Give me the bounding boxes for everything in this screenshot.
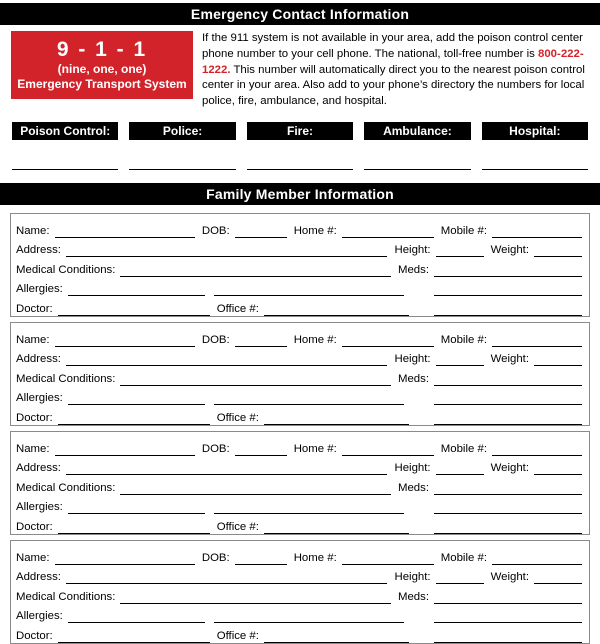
doctor-blank-line — [58, 532, 210, 534]
name-label: Name: — [16, 333, 50, 346]
mobile-phone-label: Mobile #: — [440, 442, 487, 455]
poison-control-blank-line — [12, 168, 118, 170]
member-block — [10, 431, 590, 535]
member-row-doctor-office — [16, 623, 582, 643]
ambulance-blank-line — [364, 168, 470, 170]
member-row-address-height-weight — [16, 238, 582, 258]
name-label: Name: — [16, 224, 50, 237]
contact-label-police: Police: — [129, 122, 235, 140]
office-phone-blank-line — [264, 423, 409, 425]
member-row-address-height-weight — [16, 456, 582, 476]
height-label: Height: — [394, 571, 431, 584]
meds-label: Meds: — [397, 372, 429, 385]
member-row-name-dob-phones — [16, 327, 582, 347]
mobile-phone-label: Mobile #: — [440, 551, 487, 564]
home-phone-label: Home #: — [293, 333, 337, 346]
member-row-medical-meds — [16, 475, 582, 495]
member-row-name-dob-phones — [16, 218, 582, 238]
home-phone-label: Home #: — [293, 442, 337, 455]
dob-label: DOB: — [201, 551, 230, 564]
member-row-doctor-office — [16, 296, 582, 316]
poison-control-paragraph — [202, 31, 594, 110]
family-member-header-bar: Family Member Information — [0, 183, 600, 205]
member-row-name-dob-phones — [16, 436, 582, 456]
meds-continuation-line-2 — [434, 532, 582, 534]
member-row-medical-meds — [16, 366, 582, 386]
medical-conditions-label: Medical Conditions: — [16, 372, 116, 385]
address-label: Address: — [16, 571, 61, 584]
doctor-label: Doctor: — [16, 629, 53, 642]
transport-system-label: Emergency Transport System — [17, 77, 187, 91]
contact-labels-row — [0, 122, 600, 140]
member-row-address-height-weight — [16, 565, 582, 585]
member-row-doctor-office — [16, 405, 582, 425]
member-row-allergies — [16, 386, 582, 406]
height-label: Height: — [394, 462, 431, 475]
medical-conditions-label: Medical Conditions: — [16, 481, 116, 494]
weight-label: Weight: — [490, 571, 529, 584]
meds-label: Meds: — [397, 590, 429, 603]
address-label: Address: — [16, 462, 61, 475]
paragraph-text-before: If the 911 system is not available in your area, add the poison control center phone number to your cell phone. The national, toll-free number is — [202, 32, 583, 60]
paragraph-text-after: This number will automatically direct you to the nearest poison control center in your area. Also add to your phone’s directory the numbers for local police, fire, ambulance, and hospital. — [202, 63, 585, 108]
mobile-phone-label: Mobile #: — [440, 224, 487, 237]
office-phone-blank-line — [264, 532, 409, 534]
intro-section — [11, 31, 595, 110]
family-member-blocks — [0, 205, 600, 644]
doctor-blank-line — [58, 314, 210, 316]
office-phone-label: Office #: — [216, 629, 259, 642]
meds-continuation-line-2 — [434, 641, 582, 643]
office-phone-label: Office #: — [216, 302, 259, 315]
meds-label: Meds: — [397, 263, 429, 276]
nine-one-one-box — [11, 31, 193, 99]
member-row-allergies — [16, 495, 582, 515]
medical-conditions-label: Medical Conditions: — [16, 590, 116, 603]
contact-label-fire: Fire: — [247, 122, 353, 140]
allergies-label: Allergies: — [16, 283, 63, 296]
doctor-blank-line — [58, 641, 210, 643]
nine-one-one-words: (nine, one, one) — [57, 62, 147, 76]
member-row-medical-meds — [16, 584, 582, 604]
doctor-blank-line — [58, 423, 210, 425]
weight-label: Weight: — [490, 462, 529, 475]
member-row-doctor-office — [16, 514, 582, 534]
member-block — [10, 322, 590, 426]
height-label: Height: — [394, 244, 431, 257]
dob-label: DOB: — [201, 333, 230, 346]
allergies-label: Allergies: — [16, 392, 63, 405]
member-row-allergies — [16, 604, 582, 624]
office-phone-label: Office #: — [216, 411, 259, 424]
member-block — [10, 213, 590, 317]
hospital-blank-line — [482, 168, 588, 170]
home-phone-label: Home #: — [293, 551, 337, 564]
doctor-label: Doctor: — [16, 520, 53, 533]
emergency-contact-header-bar: Emergency Contact Information — [0, 3, 600, 25]
address-label: Address: — [16, 244, 61, 257]
allergies-label: Allergies: — [16, 501, 63, 514]
contact-label-ambulance: Ambulance: — [364, 122, 470, 140]
medical-conditions-label: Medical Conditions: — [16, 263, 116, 276]
meds-continuation-line-2 — [434, 314, 582, 316]
doctor-label: Doctor: — [16, 302, 53, 315]
member-row-address-height-weight — [16, 347, 582, 367]
nine-one-one-number: 9 - 1 - 1 — [56, 38, 148, 61]
name-label: Name: — [16, 442, 50, 455]
contact-label-poison-control: Poison Control: — [12, 122, 118, 140]
doctor-label: Doctor: — [16, 411, 53, 424]
weight-label: Weight: — [490, 353, 529, 366]
member-block — [10, 540, 590, 644]
police-blank-line — [129, 168, 235, 170]
weight-label: Weight: — [490, 244, 529, 257]
office-phone-blank-line — [264, 314, 409, 316]
member-row-medical-meds — [16, 257, 582, 277]
mobile-phone-label: Mobile #: — [440, 333, 487, 346]
meds-label: Meds: — [397, 481, 429, 494]
address-label: Address: — [16, 353, 61, 366]
poison-control-phone-number: 800-222-1222. — [202, 47, 584, 76]
contact-label-hospital: Hospital: — [482, 122, 588, 140]
office-phone-label: Office #: — [216, 520, 259, 533]
dob-label: DOB: — [201, 442, 230, 455]
home-phone-label: Home #: — [293, 224, 337, 237]
contact-blank-lines-row — [0, 168, 600, 170]
dob-label: DOB: — [201, 224, 230, 237]
name-label: Name: — [16, 551, 50, 564]
office-phone-blank-line — [264, 641, 409, 643]
member-row-name-dob-phones — [16, 545, 582, 565]
member-row-allergies — [16, 277, 582, 297]
fire-blank-line — [247, 168, 353, 170]
allergies-label: Allergies: — [16, 610, 63, 623]
height-label: Height: — [394, 353, 431, 366]
meds-continuation-line-2 — [434, 423, 582, 425]
